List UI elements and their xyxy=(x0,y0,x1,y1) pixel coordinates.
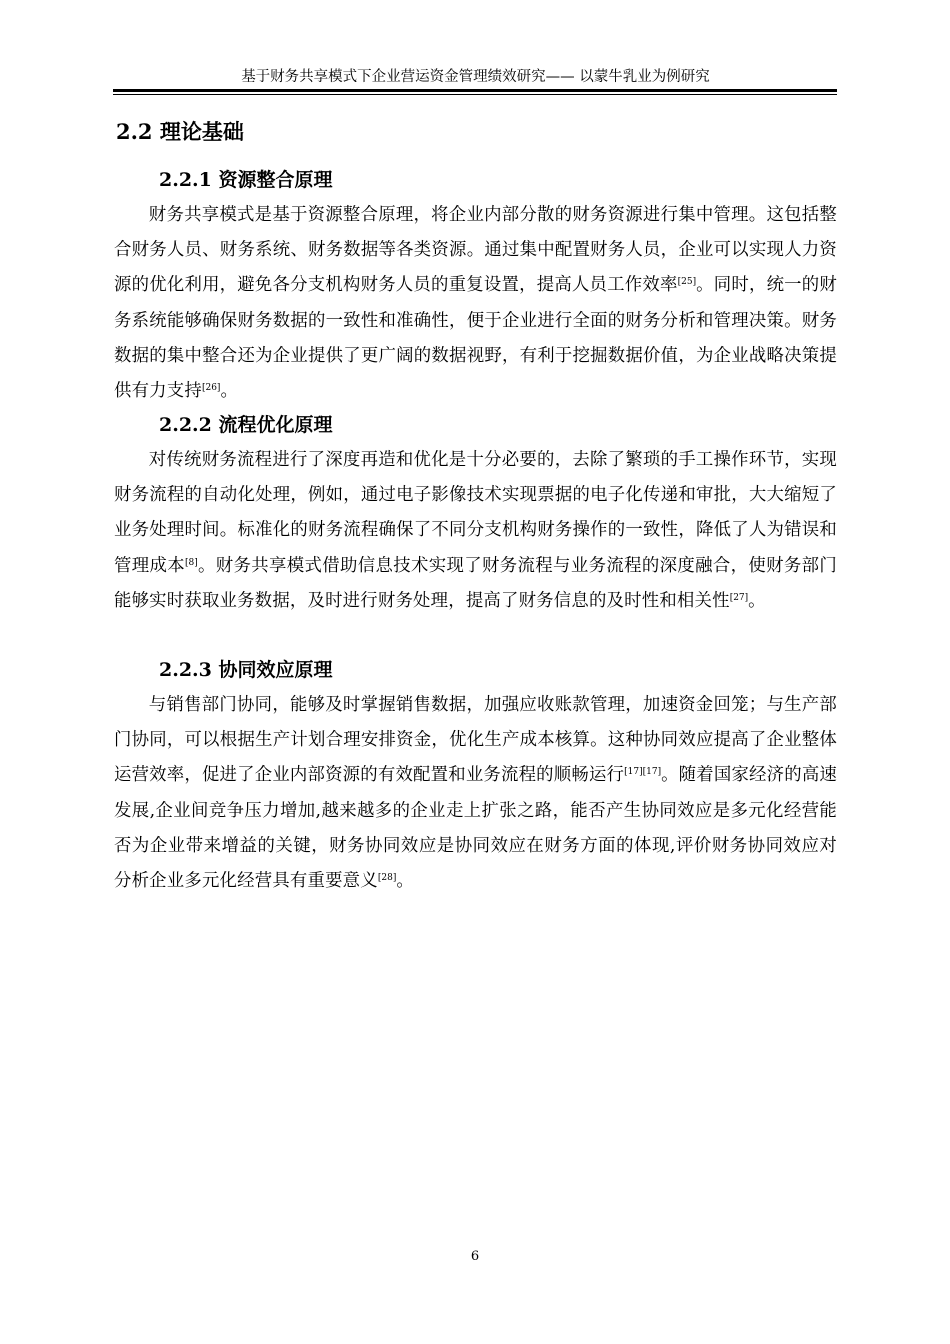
paragraph-text: 。 xyxy=(396,871,414,892)
paragraph-text: 财务共享模式是基于资源整合原理，将企业内部分散的财务资源进行集中管理。这包括整合财务人员、财务系统、财务数据等各类资源。通过集中配置财务人员，企业可以实现人力资源的优化利用，避免各分支机构财务人员的重复设置，提高人员工作效率 xyxy=(114,205,837,296)
paragraph-text: 。财务共享模式借助信息技术实现了财务流程与业务流程的深度融合，使财务部门能够实时获取业务数据，及时进行财务处理，提高了财务信息的及时性和相关性 xyxy=(114,555,837,611)
paragraph-text: 。 xyxy=(748,590,766,611)
citation: [28] xyxy=(377,873,397,884)
header-rule-thin xyxy=(113,94,837,95)
citation: [26] xyxy=(201,383,221,394)
page-number: 6 xyxy=(470,1249,480,1264)
running-header-title: 基于财务共享模式下企业营运资金管理绩效研究—— 以蒙牛乳业为例研究 xyxy=(241,69,710,85)
subsection-heading-resource-integration: 2.2.1 资源整合原理 xyxy=(159,169,333,191)
paragraph-resource-integration xyxy=(114,198,837,409)
citation: [27] xyxy=(729,592,749,603)
citation: [8] xyxy=(185,557,198,568)
paragraph-synergy-effect xyxy=(114,688,837,899)
paragraph-text: 。 xyxy=(220,381,239,402)
subsection-heading-process-optimization: 2.2.2 流程优化原理 xyxy=(159,414,333,436)
section-heading: 2.2 理论基础 xyxy=(116,119,244,144)
citation: [25] xyxy=(677,277,697,288)
paragraph-text: 。同时，统一的财务系统能够确保财务数据的一致性和准确性，便于企业进行全面的财务分析和管理决策。财务数据的集中整合还为企业提供了更广阔的数据视野，有利于挖掘数据价值，为企业战略决策提供有力支持 xyxy=(114,275,837,402)
citation: [17][17] xyxy=(624,767,662,778)
header-rule-thick xyxy=(113,89,837,92)
paragraph-text: 对传统财务流程进行了深度再造和优化是十分必要的，去除了繁琐的手工操作环节，实现财务流程的自动化处理，例如，通过电子影像技术实现票据的电子化传递和审批，大大缩短了业务处理时间。标准化的财务流程确保了不同分支机构财务操作的一致性，降低了人为错误和管理成本 xyxy=(114,450,837,576)
paragraph-process-optimization xyxy=(114,443,837,619)
paragraph-text: 。随着国家经济的高速发展,企业间竞争压力增加,越来越多的企业走上扩张之路，能否产生协同效应是多元化经营能否为企业带来增益的关键，财务协同效应是协同效应在财务方面的体现,评价财务协同效应对分析企业多元化经营具有重要意义 xyxy=(114,765,838,892)
subsection-heading-synergy-effect: 2.2.3 协同效应原理 xyxy=(159,659,333,681)
paragraph-text: 与销售部门协同，能够及时掌握销售数据，加强应收账款管理，加速资金回笼；与生产部门协同，可以根据生产计划合理安排资金，优化生产成本核算。这种协同效应提高了企业整体运营效率，促进了企业内部资源的有效配置和业务流程的顺畅运行 xyxy=(114,695,837,786)
